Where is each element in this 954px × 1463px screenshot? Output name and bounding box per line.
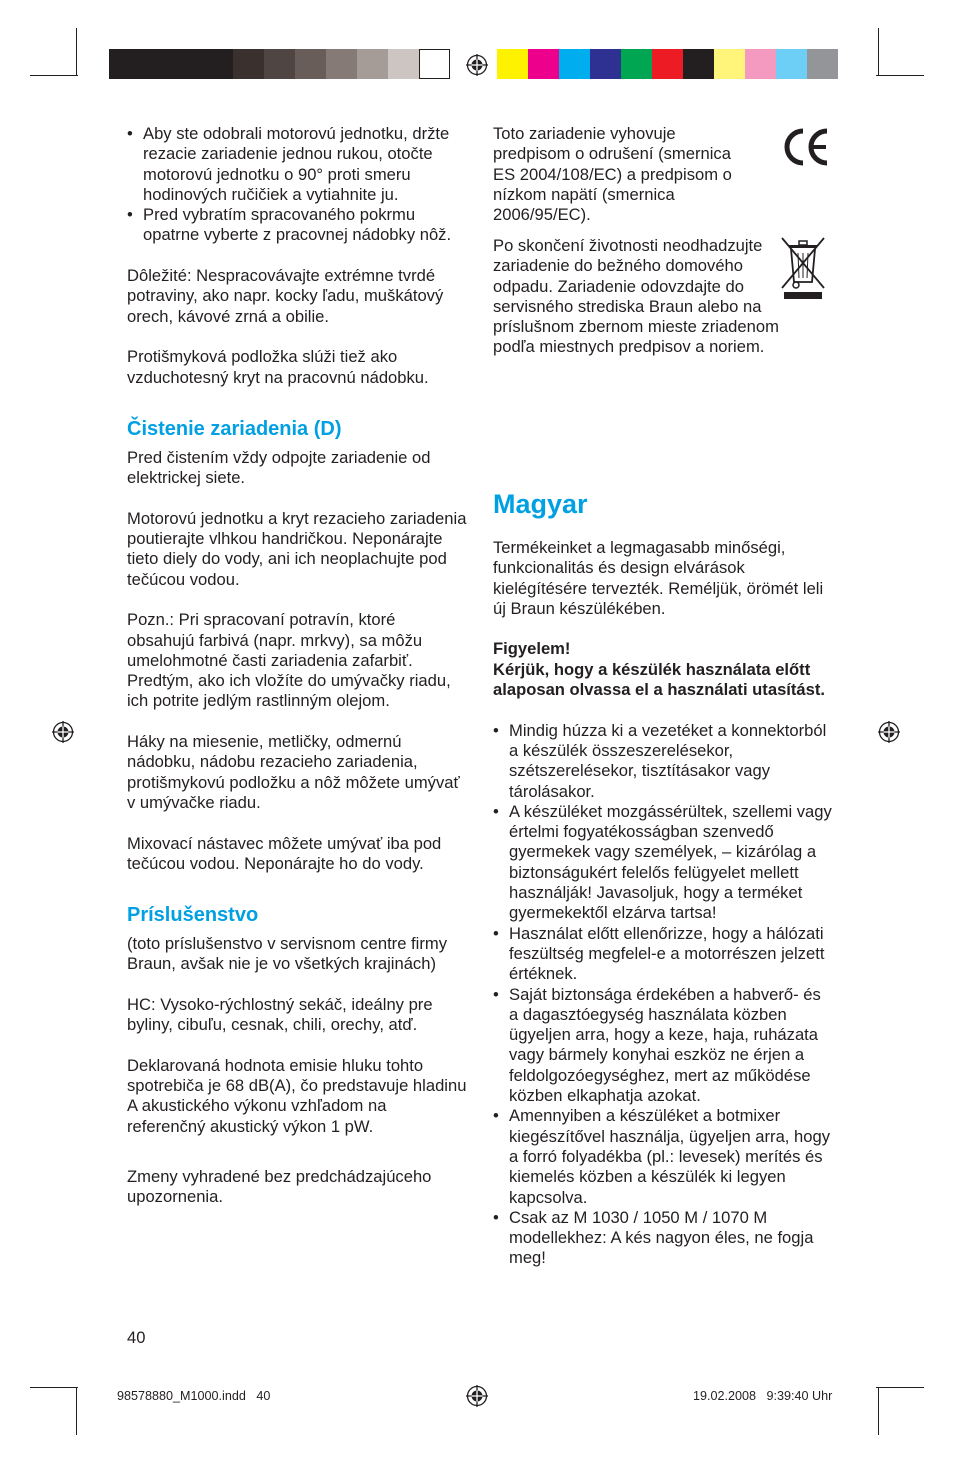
list-item: • Használat előtt ellenőrizze, hogy a hálózati feszültség megfelel-e a motorrészen jelzett értéknek. <box>493 924 833 985</box>
intro-paragraph: Termékeinket a legmagasabb minőségi, funkcionalitás és design elvárások kielégítésére tervezték. Reméljük, örömét leli új Braun készülékében. <box>493 538 824 618</box>
crop-mark <box>30 1387 78 1388</box>
gray-swatch-10 <box>419 49 450 79</box>
gray-swatch-1 <box>140 49 171 79</box>
crop-mark <box>76 28 77 76</box>
safety-bullet-list <box>493 721 833 1269</box>
important-note: Dôležité: Nespracovávajte extrémne tvrdé potraviny, ako napr. kocky ľadu, muškátový orech, kávové zrná a obilie. <box>127 266 444 326</box>
process-swatch-3 <box>590 49 621 79</box>
crop-mark <box>76 1387 77 1435</box>
list-item: • Amennyiben a készüléket a botmixer kiegészítővel használja, ügyeljen arra, hogy a forró folyadékba (pl.: levesek) merítés és kiemelés közben a készülék ki legyen kapcsolva. <box>493 1106 833 1207</box>
process-swatch-1 <box>528 49 559 79</box>
cleaning-paragraph: Háky na miesenie, metličky, odmernú nádobku, nádobu rezacieho zariadenia, protišmykovú podložku a nôž môžete umývať v umývačke riadu. <box>127 732 460 812</box>
gray-swatch-0 <box>109 49 140 79</box>
cleaning-paragraph: Pred čistením vždy odpojte zariadenie od elektrickej siete. <box>127 447 431 488</box>
cleaning-paragraph: Mixovací nástavec môžete umývať iba pod tečúcou vodou. Neponárajte ho do vody. <box>127 833 442 873</box>
warning-block <box>493 639 833 700</box>
weee-bin-icon <box>780 236 826 300</box>
crop-mark <box>878 1387 879 1435</box>
process-swatch-6 <box>683 49 714 79</box>
process-swatch-0 <box>497 49 528 79</box>
process-swatch-4 <box>621 49 652 79</box>
left-column <box>127 124 467 1208</box>
ce-mark-label: CE <box>782 126 784 127</box>
registration-mark-icon <box>52 721 74 743</box>
registration-mark-icon <box>466 54 488 76</box>
gray-swatch-5 <box>264 49 295 79</box>
process-swatch-10 <box>807 49 838 79</box>
crop-mark <box>878 28 879 76</box>
accessories-paragraph: Deklarovaná hodnota emisie hluku tohto spotrebiča je 68 dB(A), čo predstavuje hladinu A akustického výkonu vzhľadom na referenčný akustický výkon 1 pW. <box>127 1055 467 1136</box>
accessories-heading: Príslušenstvo <box>127 904 259 927</box>
color-bar-grayscale <box>109 49 450 79</box>
footer-timestamp: 19.02.2008 9:39:40 Uhr <box>693 1389 833 1403</box>
cleaning-paragraph: Motorovú jednotku a kryt rezacieho zariadenia poutierajte vlhkou handričkou. Neponárajte tieto diely do vody, ani ich neoplachujte pod tečúcou vodou. <box>127 508 467 589</box>
ce-compliance-text: Toto zariadenie vyhovuje predpisom o odrušení (smernica ES 2004/108/EC) a predpisom o nízkom napätí (smernica 2006/95/EC). <box>493 124 732 225</box>
list-item: • Mindig húzza ki a vezetéket a konnektorból a készülék összeszerelésekor, szétszerelésekor, tisztításakor vagy tárolásakor. <box>493 721 833 802</box>
accessories-paragraph: HC: Vysoko-rýchlostný sekáč, ideálny pre byliny, cibuľu, cesnak, chili, orechy, atď. <box>127 994 433 1035</box>
ce-mark-icon <box>782 126 830 168</box>
gray-swatch-3 <box>202 49 233 79</box>
crop-mark <box>30 75 78 76</box>
accessories-paragraph: (toto príslušenstvo v servisnom centre firmy Braun, avšak nie je vo všetkých krajinách) <box>127 934 447 974</box>
color-bar-process <box>497 49 838 79</box>
gray-swatch-2 <box>171 49 202 79</box>
warning-title: Figyelem! <box>493 639 571 659</box>
list-item: • Aby ste odobrali motorovú jednotku, držte rezacie zariadenie jednou rukou, otočte motorovú jednotku o 90° proti smeru hodinových ručičiek a vytiahnite ju. <box>127 124 467 205</box>
magyar-heading: Magyar <box>493 489 588 519</box>
removal-bullet-list <box>127 124 467 246</box>
process-swatch-7 <box>714 49 745 79</box>
warning-body: Kérjük, hogy a készülék használata előtt alaposan olvassa el a használati utasítást. <box>493 659 826 700</box>
gray-swatch-9 <box>388 49 419 79</box>
list-item: • Pred vybratím spracovaného pokrmu opatrne vyberte z pracovnej nádobky nôž. <box>127 205 467 246</box>
list-item: • A készüléket mozgássérültek, szellemi vagy értelmi fogyatékosságban szenvedő gyermekek vagy személyek, – kizárólag a biztonságukért felelős felügyelet mellett használják! Javasoljuk, hogy a terméket gyermekektől elzárva tartsa! <box>493 802 833 924</box>
crop-mark <box>876 75 924 76</box>
cleaning-paragraph: Pozn.: Pri spracovaní potravín, ktoré obsahujú farbivá (napr. mrkvy), sa môžu umelohmotné časti zariadenia zafarbiť. Predtým, ako ich vložíte do umývačky riadu, ich potrite jedlým rastlinným olejom. <box>127 610 451 711</box>
registration-mark-icon <box>878 721 900 743</box>
gray-swatch-4 <box>233 49 264 79</box>
gray-swatch-7 <box>326 49 357 79</box>
footer-file-info: 98578880_M1000.indd 40 <box>117 1389 271 1403</box>
list-item: • Saját biztonsága érdekében a habverő- és a dagasztóegység használata közben ügyeljen arra, hogy a keze, haja, ruházata vagy bármely konyhai eszköz ne érjen a feldolgozóegységhez, mert az működése közben elkaphatja azokat. <box>493 985 833 1107</box>
gray-swatch-6 <box>295 49 326 79</box>
process-swatch-8 <box>745 49 776 79</box>
registration-mark-icon <box>466 1385 488 1407</box>
process-swatch-9 <box>776 49 807 79</box>
disposal-text: Po skončení životnosti neodhadzujte zariadenie do bežného domového odpadu. Zariadenie odovzdajte do servisného strediska Braun alebo na príslušnom zbernom mieste zriadenom podľa miestnych predpisov a noriem. <box>493 236 779 357</box>
mat-note: Protišmyková podložka slúži tiež ako vzduchotesný kryt na pracovnú nádobku. <box>127 347 429 387</box>
right-column-magyar <box>493 488 833 1269</box>
list-item: • Csak az M 1030 / 1050 M / 1070 M modellekhez: A kés nagyon éles, ne fogja meg! <box>493 1208 833 1269</box>
process-swatch-2 <box>559 49 590 79</box>
cleaning-heading: Čistenie zariadenia (D) <box>127 417 342 440</box>
crop-mark <box>876 1387 924 1388</box>
gray-swatch-8 <box>357 49 388 79</box>
process-swatch-5 <box>652 49 683 79</box>
page-number: 40 <box>127 1328 146 1347</box>
changes-note: Zmeny vyhradené bez predchádzajúceho upozornenia. <box>127 1167 432 1207</box>
